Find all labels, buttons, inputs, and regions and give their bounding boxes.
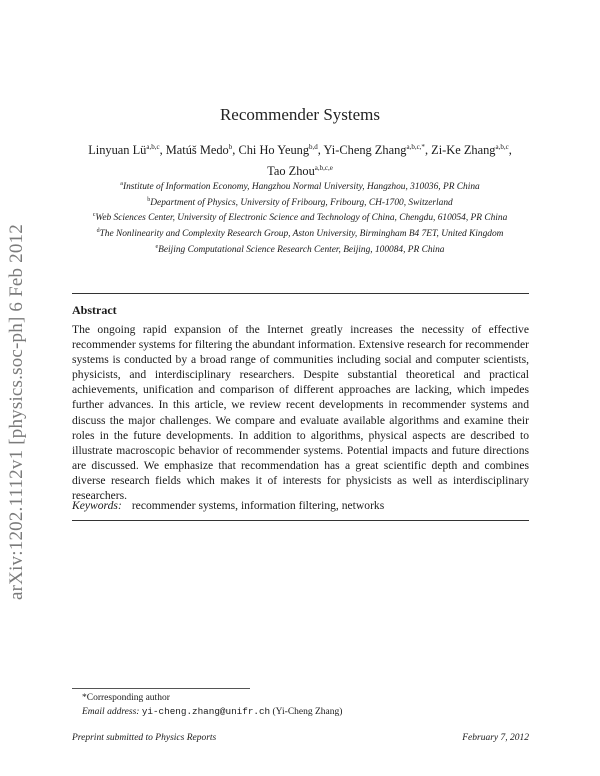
paper-title: Recommender Systems [219, 105, 381, 124]
affiliation: $^b$Department of Physics, University of Fribourg, Fribourg, CH-1700, Switzerland [147, 196, 453, 208]
author: Chi Ho Yeung$^{b,d}$ [238, 143, 318, 158]
footnote [82, 692, 342, 719]
author: Yi-Cheng Zhang$^{a,b,c,*}$ [323, 143, 425, 158]
footnote-rule [72, 688, 250, 689]
author: Linyuan Lü$^{a,b,c}$ [88, 143, 160, 158]
abstract-top-rule [72, 293, 529, 294]
affiliation-list [70, 178, 530, 257]
affiliation: $^e$Beijing Computational Science Research Center, Beijing, 100084, PR China [155, 243, 445, 255]
affiliation: $^a$Institute of Information Economy, Hangzhou Normal University, Hangzhou, 310036, PR China [120, 181, 480, 193]
abstract-text: The ongoing rapid expansion of the Internet greatly increases the necessity of effective recommender systems for filtering the abundant information. Extensive research for recommender systems is conducted by a broad range of communities including social and computer scientists, physicists, and interdisciplinary researchers. Despite substantial theoretical and practical achievements, unification and comparison of different approaches are lacking, which impedes further advances. In this article, we review recent developments in recommender systems and discuss the major challenges. We compare and evaluate available algorithms and examine their roles in the future developments. In addition to algorithms, physical aspects are described to illustrate macroscopic behavior of recommender systems. Potential impacts and future directions are discussed. We emphasize that recommendation has a great scientific depth and combines diverse research fields which makes it of interests for physicists as well as interdisciplinary researchers. [72, 323, 529, 503]
corresponding-author-note: *Corresponding author [82, 693, 170, 703]
author-list: Linyuan Lü$^{a,b,c}$, Matúš Medo$^b$, Chi Ho Yeung$^{b,d}$, Yi-Cheng Zhang$^{a,b,c,*}$, Zi-Ke Zhang$^{a,b,c}$, Tao Zhou$^{a,b,c,e}$ [88, 143, 512, 179]
email-address[interactable]: yi-cheng.zhang@unifr.ch [141, 706, 271, 717]
affiliation: $^d$The Nonlinearity and Complexity Research Group, Aston University, Birmingham B4 7ET, United Kingdom [96, 228, 504, 240]
email-owner: (Yi-Cheng Zhang) [272, 707, 343, 717]
arxiv-identifier-stamp: arXiv:1202.1112v1 [physics.soc-ph] 6 Feb 2012 [6, 224, 27, 600]
email-line [82, 705, 342, 719]
footer-preprint-note: Preprint submitted to Physics Reports [72, 733, 217, 743]
affiliation: $^c$Web Sciences Center, University of Electronic Science and Technology of China, Chengdu, 610054, PR China [92, 212, 508, 224]
footer-date: February 7, 2012 [462, 733, 529, 743]
author: Zi-Ke Zhang$^{a,b,c}$ [431, 143, 509, 158]
page-footer [72, 733, 529, 743]
keywords-value: recommender systems, information filtering, networks [131, 499, 385, 512]
keywords-line [72, 499, 529, 512]
abstract-bottom-rule [72, 520, 529, 521]
author: Matúš Medo$^b$ [165, 143, 233, 158]
keywords-label: Keywords: [72, 499, 122, 512]
abstract-heading: Abstract [72, 303, 117, 317]
author: Tao Zhou$^{a,b,c,e}$ [267, 164, 333, 179]
email-label: Email address: [82, 707, 140, 717]
